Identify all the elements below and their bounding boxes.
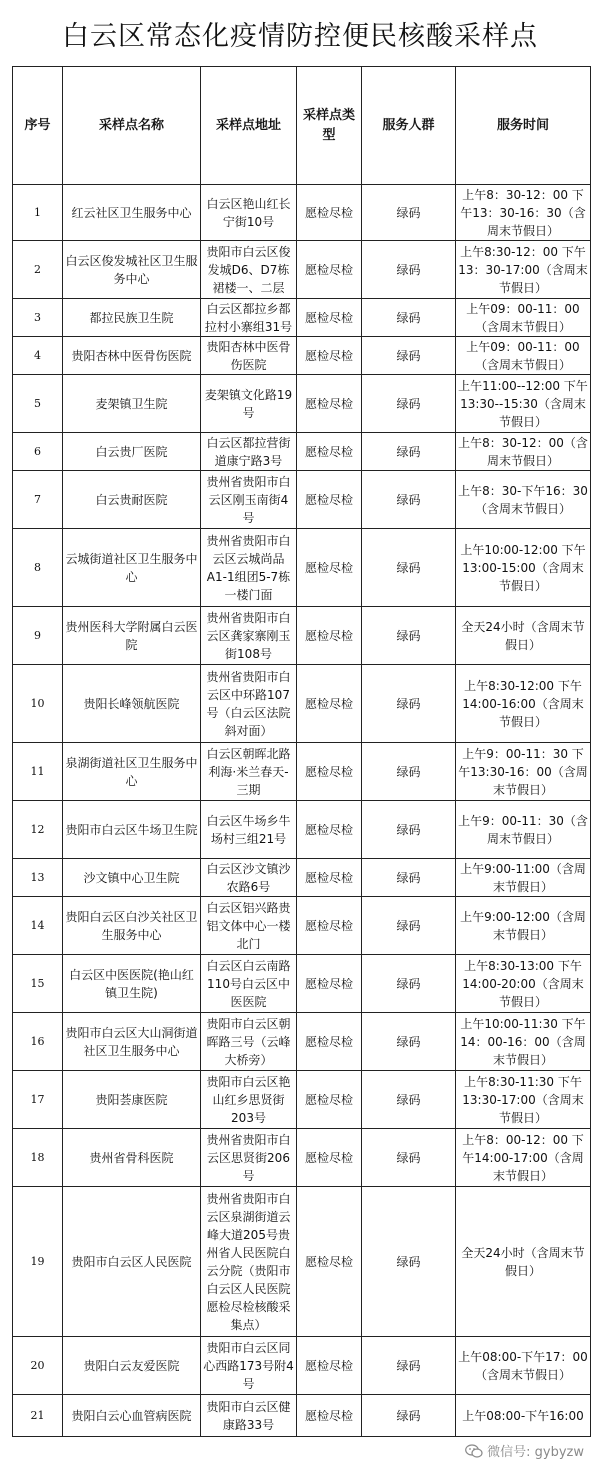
cell-site-name: 贵阳长峰领航医院 bbox=[63, 665, 201, 743]
cell-service-time: 上午8:30-12：00 下午13：30-17:00（含周末节假日） bbox=[456, 241, 591, 299]
cell-address: 贵阳杏林中医骨伤医院 bbox=[201, 337, 297, 375]
col-header-address: 采样点地址 bbox=[201, 67, 297, 185]
cell-crowd: 绿码 bbox=[362, 1395, 456, 1437]
cell-crowd: 绿码 bbox=[362, 607, 456, 665]
cell-crowd: 绿码 bbox=[362, 897, 456, 955]
cell-address: 贵阳市白云区艳山红乡思贤街203号 bbox=[201, 1071, 297, 1129]
cell-type: 愿检尽检 bbox=[297, 1187, 362, 1337]
cell-site-name: 白云贵耐医院 bbox=[63, 471, 201, 529]
cell-type: 愿检尽检 bbox=[297, 743, 362, 801]
cell-service-time: 上午8:30-11:30 下午13:30-17:00（含周末节假日） bbox=[456, 1071, 591, 1129]
col-header-time: 服务时间 bbox=[456, 67, 591, 185]
sampling-sites-table bbox=[12, 66, 591, 1437]
cell-service-time: 全天24小时（含周末节假日） bbox=[456, 1187, 591, 1337]
table-row bbox=[13, 897, 591, 955]
cell-service-time: 上午10:00-12:00 下午 13:00-15:00（含周末节假日） bbox=[456, 529, 591, 607]
cell-type: 愿检尽检 bbox=[297, 801, 362, 859]
cell-number: 4 bbox=[13, 337, 63, 375]
cell-service-time: 上午8：30-下午16：30（含周末节假日） bbox=[456, 471, 591, 529]
cell-crowd: 绿码 bbox=[362, 955, 456, 1013]
table-row bbox=[13, 1337, 591, 1395]
cell-crowd: 绿码 bbox=[362, 299, 456, 337]
cell-type: 愿检尽检 bbox=[297, 185, 362, 241]
table-row bbox=[13, 299, 591, 337]
cell-service-time: 上午8：00-12：00 下午14:00-17:00（含周末节假日） bbox=[456, 1129, 591, 1187]
cell-type: 愿检尽检 bbox=[297, 1395, 362, 1437]
cell-crowd: 绿码 bbox=[362, 1071, 456, 1129]
cell-type: 愿检尽检 bbox=[297, 665, 362, 743]
cell-address: 贵州省贵阳市白云区中环路107号（白云区法院斜对面） bbox=[201, 665, 297, 743]
cell-site-name: 贵阳市白云区大山洞街道社区卫生服务中心 bbox=[63, 1013, 201, 1071]
cell-address: 白云区白云南路110号白云区中医医院 bbox=[201, 955, 297, 1013]
cell-site-name: 白云贵厂医院 bbox=[63, 433, 201, 471]
table-row bbox=[13, 859, 591, 897]
watermark bbox=[465, 1441, 584, 1460]
cell-type: 愿检尽检 bbox=[297, 897, 362, 955]
cell-crowd: 绿码 bbox=[362, 1013, 456, 1071]
watermark-text: 微信号: gybyzw bbox=[487, 1445, 584, 1460]
cell-crowd: 绿码 bbox=[362, 185, 456, 241]
cell-address: 白云区沙文镇沙农路6号 bbox=[201, 859, 297, 897]
cell-number: 12 bbox=[13, 801, 63, 859]
cell-site-name: 白云区俊发城社区卫生服务中心 bbox=[63, 241, 201, 299]
table-row bbox=[13, 1071, 591, 1129]
cell-site-name: 贵阳白云心血管病医院 bbox=[63, 1395, 201, 1437]
cell-crowd: 绿码 bbox=[362, 859, 456, 897]
cell-address: 贵阳市白云区健康路33号 bbox=[201, 1395, 297, 1437]
cell-address: 贵州省贵阳市白云区思贤街206号 bbox=[201, 1129, 297, 1187]
cell-site-name: 红云社区卫生服务中心 bbox=[63, 185, 201, 241]
cell-site-name: 泉湖街道社区卫生服务中心 bbox=[63, 743, 201, 801]
cell-number: 21 bbox=[13, 1395, 63, 1437]
cell-site-name: 都拉民族卫生院 bbox=[63, 299, 201, 337]
table-row bbox=[13, 1187, 591, 1337]
table-row bbox=[13, 801, 591, 859]
cell-service-time: 上午10:00-11:30 下午14：00-16：00（含周末节假日） bbox=[456, 1013, 591, 1071]
cell-crowd: 绿码 bbox=[362, 743, 456, 801]
cell-number: 11 bbox=[13, 743, 63, 801]
cell-address: 白云区都拉乡都拉村小寨组31号 bbox=[201, 299, 297, 337]
table-row bbox=[13, 337, 591, 375]
cell-service-time: 上午9:00-11:00（含周末节假日） bbox=[456, 859, 591, 897]
cell-type: 愿检尽检 bbox=[297, 471, 362, 529]
cell-site-name: 贵阳荟康医院 bbox=[63, 1071, 201, 1129]
cell-service-time: 全天24小时（含周末节假日） bbox=[456, 607, 591, 665]
col-header-number: 序号 bbox=[13, 67, 63, 185]
cell-address: 白云区艳山红长宁街10号 bbox=[201, 185, 297, 241]
cell-service-time: 上午9：00-11：30 下午13:30-16：00（含周末节假日） bbox=[456, 743, 591, 801]
cell-number: 8 bbox=[13, 529, 63, 607]
cell-address: 麦架镇文化路19号 bbox=[201, 375, 297, 433]
wechat-icon bbox=[465, 1444, 483, 1458]
cell-number: 2 bbox=[13, 241, 63, 299]
cell-type: 愿检尽检 bbox=[297, 1337, 362, 1395]
cell-site-name: 贵阳市白云区人民医院 bbox=[63, 1187, 201, 1337]
cell-service-time: 上午09：00-11：00（含周末节假日） bbox=[456, 299, 591, 337]
cell-type: 愿检尽检 bbox=[297, 241, 362, 299]
cell-number: 19 bbox=[13, 1187, 63, 1337]
cell-number: 14 bbox=[13, 897, 63, 955]
cell-address: 贵州省贵阳市白云区刚玉南街4号 bbox=[201, 471, 297, 529]
table-row bbox=[13, 375, 591, 433]
cell-crowd: 绿码 bbox=[362, 665, 456, 743]
page-title: 白云区常态化疫情防控便民核酸采样点 bbox=[62, 20, 538, 52]
table-row bbox=[13, 665, 591, 743]
cell-number: 16 bbox=[13, 1013, 63, 1071]
cell-type: 愿检尽检 bbox=[297, 375, 362, 433]
table-row bbox=[13, 471, 591, 529]
table-row bbox=[13, 529, 591, 607]
cell-address: 贵州省贵阳市白云区龚家寨刚玉街108号 bbox=[201, 607, 297, 665]
cell-crowd: 绿码 bbox=[362, 801, 456, 859]
cell-number: 7 bbox=[13, 471, 63, 529]
cell-type: 愿检尽检 bbox=[297, 607, 362, 665]
cell-site-name: 沙文镇中心卫生院 bbox=[63, 859, 201, 897]
cell-service-time: 上午8:30-13:00 下午14:00-20:00（含周末节假日） bbox=[456, 955, 591, 1013]
table-row bbox=[13, 955, 591, 1013]
table-header-row bbox=[13, 67, 591, 185]
cell-crowd: 绿码 bbox=[362, 241, 456, 299]
cell-number: 18 bbox=[13, 1129, 63, 1187]
cell-site-name: 贵阳白云友爱医院 bbox=[63, 1337, 201, 1395]
cell-crowd: 绿码 bbox=[362, 433, 456, 471]
cell-type: 愿检尽检 bbox=[297, 433, 362, 471]
cell-service-time: 上午8：30-12：00（含周末节假日） bbox=[456, 433, 591, 471]
cell-number: 6 bbox=[13, 433, 63, 471]
cell-crowd: 绿码 bbox=[362, 337, 456, 375]
cell-service-time: 上午11:00--12:00 下午13:30--15:30（含周末节假日） bbox=[456, 375, 591, 433]
cell-type: 愿检尽检 bbox=[297, 1071, 362, 1129]
cell-number: 1 bbox=[13, 185, 63, 241]
cell-service-time: 上午8:30-12:00 下午14:00-16:00（含周末节假日） bbox=[456, 665, 591, 743]
cell-address: 白云区牛场乡牛场村三组21号 bbox=[201, 801, 297, 859]
cell-type: 愿检尽检 bbox=[297, 529, 362, 607]
table-row bbox=[13, 607, 591, 665]
cell-crowd: 绿码 bbox=[362, 375, 456, 433]
table-row bbox=[13, 1395, 591, 1437]
cell-type: 愿检尽检 bbox=[297, 337, 362, 375]
cell-service-time: 上午9：00-11：30（含周末节假日） bbox=[456, 801, 591, 859]
cell-crowd: 绿码 bbox=[362, 1129, 456, 1187]
cell-service-time: 上午08:00-下午16:00 bbox=[456, 1395, 591, 1437]
table-row bbox=[13, 1013, 591, 1071]
cell-number: 17 bbox=[13, 1071, 63, 1129]
cell-address: 贵阳市白云区同心西路173号附4号 bbox=[201, 1337, 297, 1395]
cell-type: 愿检尽检 bbox=[297, 859, 362, 897]
cell-address: 白云区朝晖北路利海·米兰春天-三期 bbox=[201, 743, 297, 801]
cell-site-name: 白云区中医医院(艳山红镇卫生院) bbox=[63, 955, 201, 1013]
cell-type: 愿检尽检 bbox=[297, 955, 362, 1013]
cell-crowd: 绿码 bbox=[362, 1187, 456, 1337]
cell-type: 愿检尽检 bbox=[297, 299, 362, 337]
cell-crowd: 绿码 bbox=[362, 529, 456, 607]
cell-service-time: 上午09：00-11：00（含周末节假日） bbox=[456, 337, 591, 375]
cell-number: 13 bbox=[13, 859, 63, 897]
cell-address: 贵州省贵阳市白云区云城尚品A1-1组团5-7栋一楼门面 bbox=[201, 529, 297, 607]
table-row bbox=[13, 185, 591, 241]
cell-site-name: 贵阳白云区白沙关社区卫生服务中心 bbox=[63, 897, 201, 955]
cell-address: 白云区铝兴路贵铝文体中心一楼北门 bbox=[201, 897, 297, 955]
cell-type: 愿检尽检 bbox=[297, 1129, 362, 1187]
cell-crowd: 绿码 bbox=[362, 471, 456, 529]
cell-number: 9 bbox=[13, 607, 63, 665]
cell-site-name: 贵阳市白云区牛场卫生院 bbox=[63, 801, 201, 859]
cell-site-name: 贵州医科大学附属白云医院 bbox=[63, 607, 201, 665]
cell-number: 5 bbox=[13, 375, 63, 433]
cell-number: 20 bbox=[13, 1337, 63, 1395]
cell-service-time: 上午9:00-12:00（含周末节假日） bbox=[456, 897, 591, 955]
cell-number: 10 bbox=[13, 665, 63, 743]
cell-service-time: 上午08:00-下午17：00（含周末节假日） bbox=[456, 1337, 591, 1395]
cell-site-name: 贵阳杏林中医骨伤医院 bbox=[63, 337, 201, 375]
table-row bbox=[13, 1129, 591, 1187]
cell-address: 白云区都拉营街道康宁路3号 bbox=[201, 433, 297, 471]
cell-address: 贵阳市白云区俊发城D6、D7栋裙楼一、二层 bbox=[201, 241, 297, 299]
table-row bbox=[13, 433, 591, 471]
col-header-name: 采样点名称 bbox=[63, 67, 201, 185]
cell-type: 愿检尽检 bbox=[297, 1013, 362, 1071]
table-row bbox=[13, 241, 591, 299]
cell-site-name: 贵州省骨科医院 bbox=[63, 1129, 201, 1187]
cell-address: 贵州省贵阳市白云区泉湖街道云峰大道205号贵州省人民医院白云分院（贵阳市白云区人民医院愿检尽检核酸采集点） bbox=[201, 1187, 297, 1337]
cell-number: 15 bbox=[13, 955, 63, 1013]
cell-number: 3 bbox=[13, 299, 63, 337]
table-row bbox=[13, 743, 591, 801]
cell-address: 贵阳市白云区朝晖路三号（云峰大桥旁） bbox=[201, 1013, 297, 1071]
cell-site-name: 云城街道社区卫生服务中心 bbox=[63, 529, 201, 607]
col-header-type: 采样点类型 bbox=[297, 67, 362, 185]
cell-site-name: 麦架镇卫生院 bbox=[63, 375, 201, 433]
cell-service-time: 上午8：30-12：00 下午13：30-16：30（含周末节假日） bbox=[456, 185, 591, 241]
cell-crowd: 绿码 bbox=[362, 1337, 456, 1395]
col-header-crowd: 服务人群 bbox=[362, 67, 456, 185]
